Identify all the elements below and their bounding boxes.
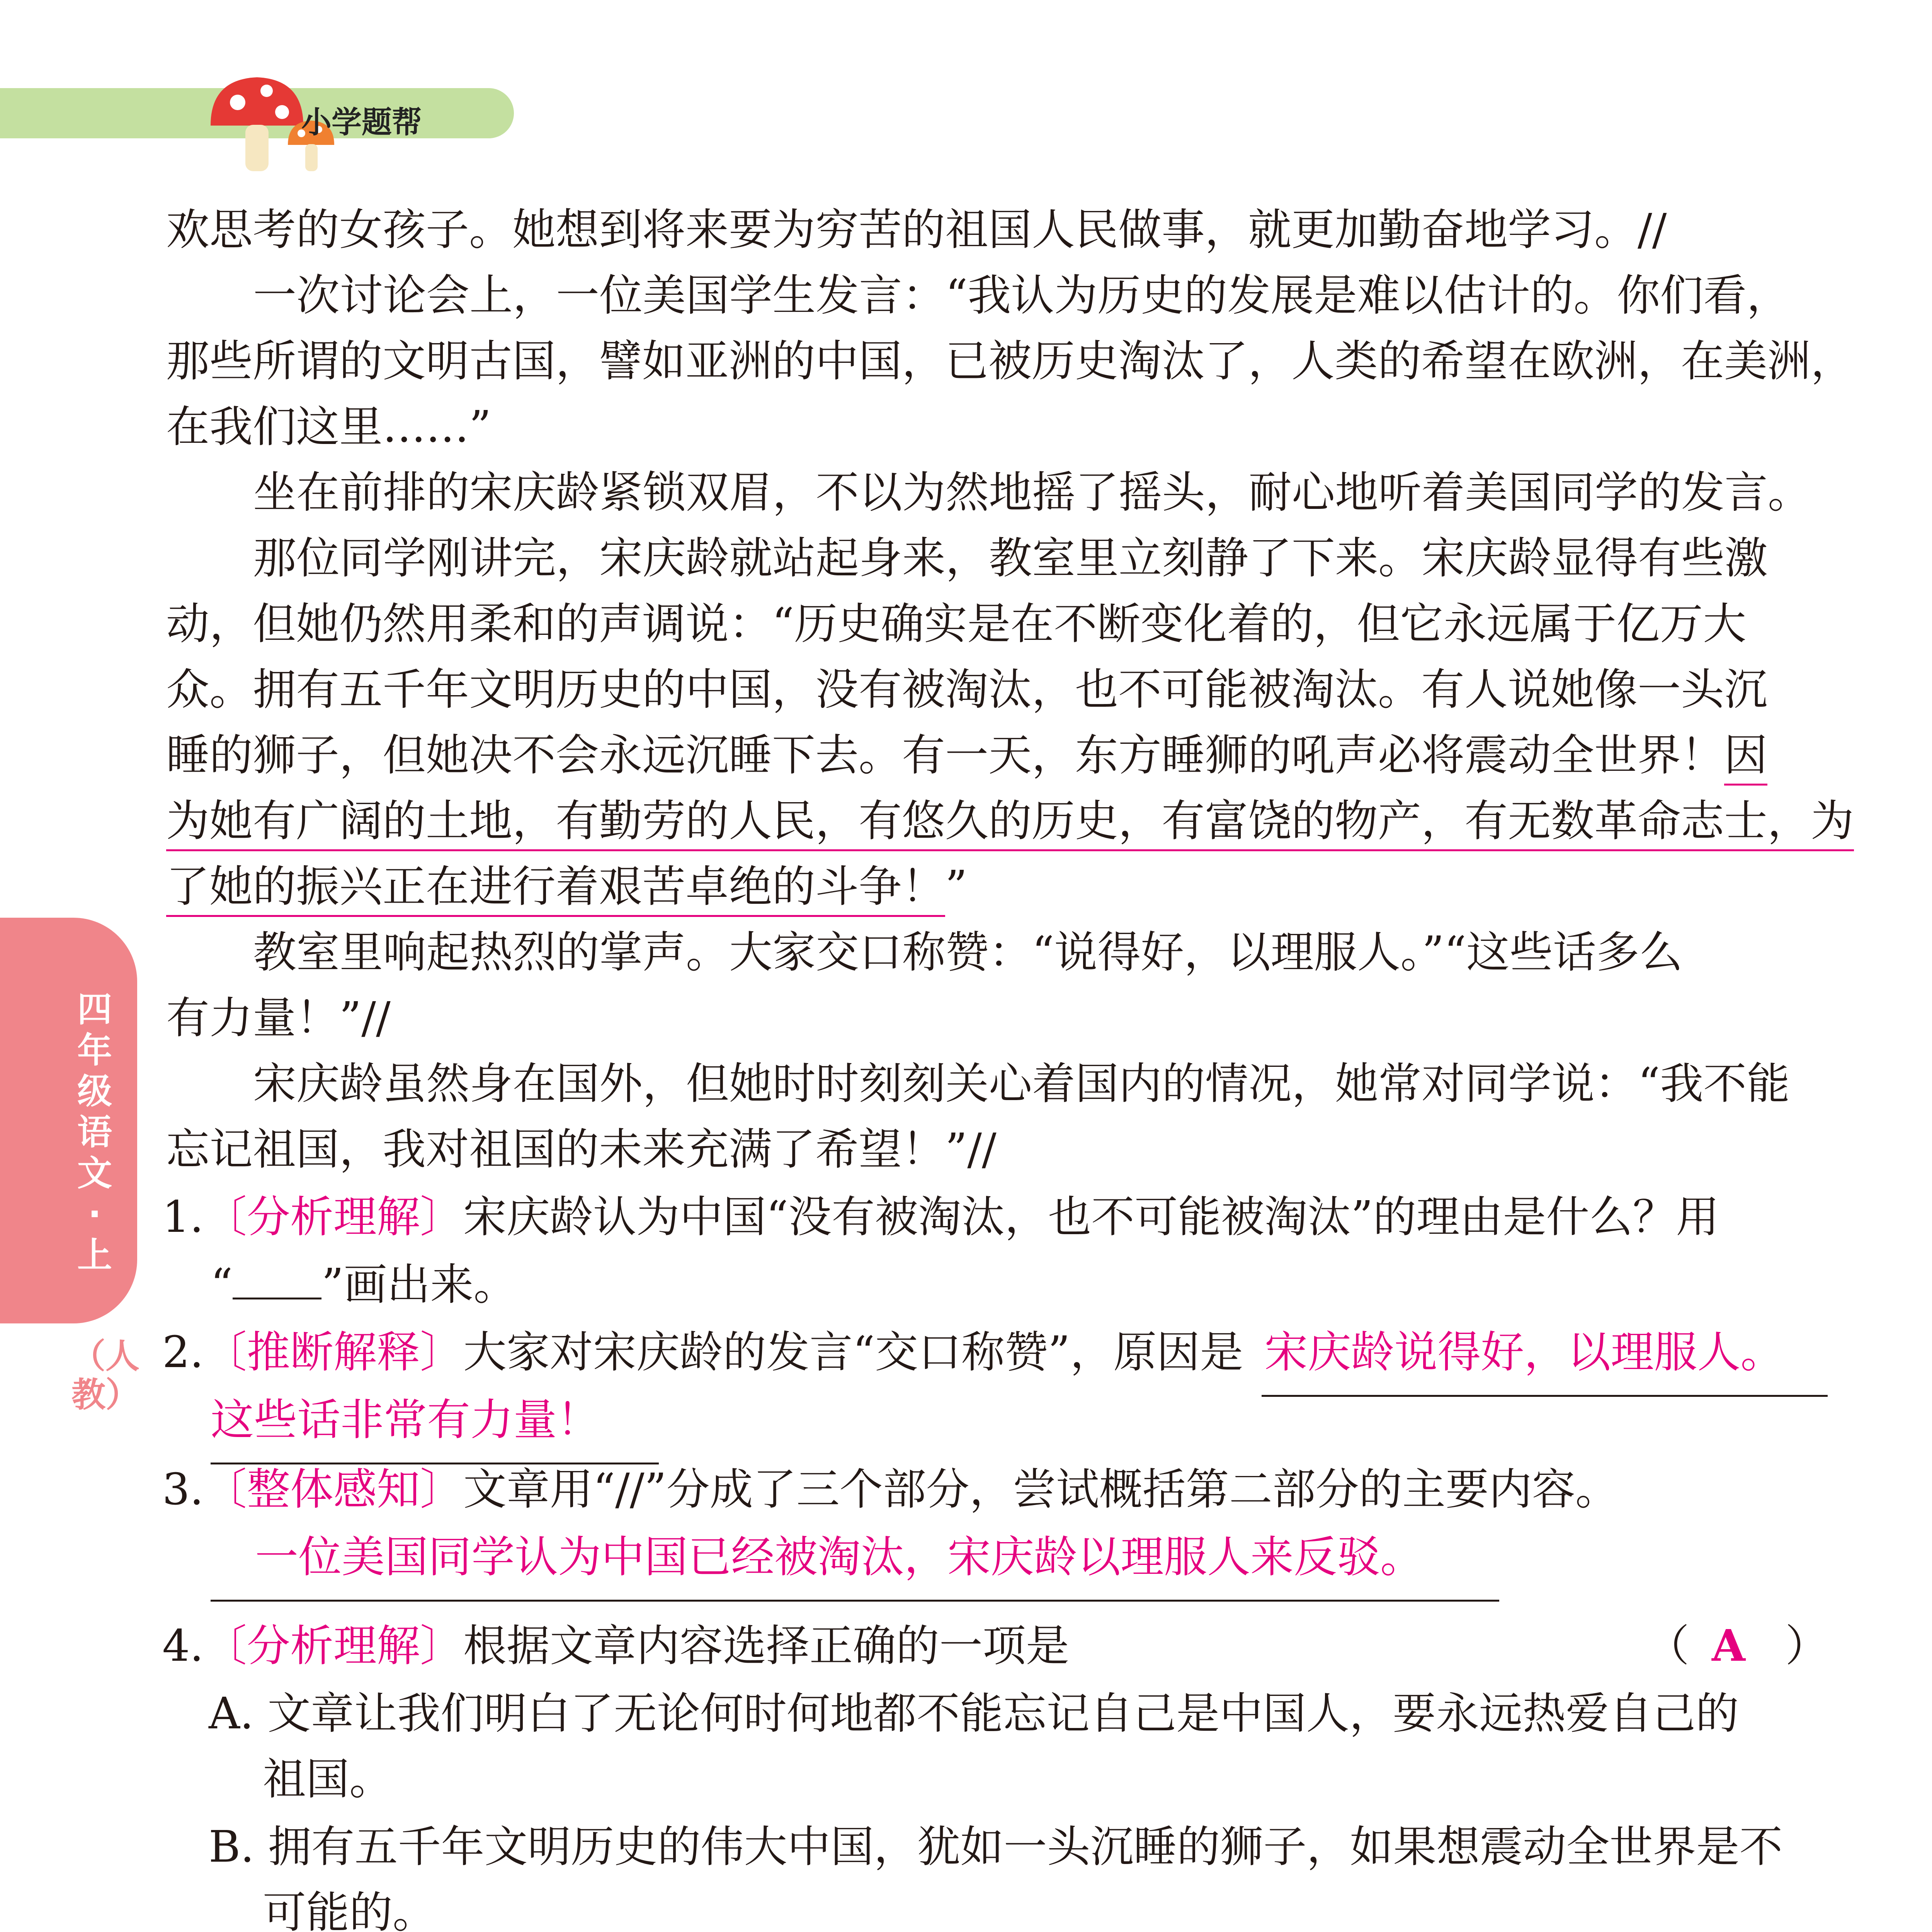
option-a: A. 文章让我们明白了无论何时何地都不能忘记自己是中国人，要永远热爱自己的	[209, 1689, 1739, 1739]
passage-line: 坐在前排的宋庆龄紧锁双眉，不以为然地摇了摇头，耐心地听着美国同学的发言。	[253, 468, 1811, 518]
answer-paren-close: ）	[1785, 1621, 1828, 1671]
passage-line: 那位同学刚讲完，宋庆龄就站起身来，教室里立刻静了下来。宋庆龄显得有些激	[253, 533, 1768, 583]
passage-line	[166, 864, 1820, 910]
passage-line: 那些所谓的文明古国，譬如亚洲的中国，已被历史淘汰了，人类的希望在欧洲，在美洲，	[166, 336, 1854, 386]
answer-text: 这些话非常有力量！	[211, 1395, 600, 1445]
passage-line: 宋庆龄虽然身在国外，但她时时刻刻关心着国内的情况，她常对同学说：“我不能	[253, 1059, 1790, 1109]
passage-line: 众。拥有五千年文明历史的中国，没有被淘汰，也不可能被淘汰。有人说她像一头沉	[166, 665, 1767, 715]
passage-line: 教室里响起热烈的掌声。大家交口称赞：“说得好，以理服人。”“这些话多么	[253, 927, 1683, 978]
passage-text: 睡的狮子，但她决不会永远沉睡下去。有一天，东方睡狮的吼声必将震动全世界！	[166, 730, 1724, 781]
option-b: B. 拥有五千年文明历史的伟大中国，犹如一头沉睡的狮子，如果想震动全世界是不	[209, 1822, 1783, 1872]
question-tag: 〔分析理解〕	[203, 1621, 463, 1671]
side-tab-edition: （人教）	[71, 1336, 140, 1415]
underlined-reason: 因	[1724, 730, 1767, 786]
passage-line: 动，但她仍然用柔和的声调说：“历史确实是在不断变化着的，但它永远属于亿万大	[166, 599, 1747, 649]
answer-choice: A	[1712, 1621, 1745, 1671]
passage-line: 一次讨论会上，一位美国学生发言：“我认为历史的发展是难以估计的。你们看，	[253, 270, 1790, 321]
passage-line: 忘记祖国，我对祖国的未来充满了希望！”//	[166, 1124, 997, 1175]
answer-line	[211, 1600, 1499, 1602]
passage-line: 欢思考的女孩子。她想到将来要为穷苦的祖国人民做事，就更加勤奋地学习。//	[166, 205, 1667, 255]
option-b-cont: 可能的。	[263, 1888, 436, 1932]
question-1: 1.〔分析理解〕宋庆龄认为中国“没有被淘汰，也不可能被淘汰”的理由是什么？用	[162, 1192, 1719, 1242]
underline-blank	[233, 1298, 321, 1299]
passage-line	[166, 732, 1820, 779]
header-title: 小学题帮	[301, 105, 422, 140]
passage-line	[166, 796, 1854, 846]
underlined-reason: 为她有广阔的土地，有勤劳的人民，有悠久的历史，有富饶的物产，有无数革命志士，为	[166, 796, 1854, 851]
underlined-reason: 了她的振兴正在进行着艰苦卓绝的斗争！	[166, 862, 945, 917]
option-a-cont: 祖国。	[263, 1754, 393, 1804]
question-3: 3.〔整体感知〕文章用“//”分成了三个部分，尝试概括第二部分的主要内容。	[162, 1464, 1619, 1515]
answer-paren-open: （	[1646, 1621, 1689, 1671]
answer-text: 宋庆龄说得好，以理服人。	[1264, 1327, 1784, 1378]
question-tag: 〔推断解释〕	[203, 1327, 463, 1378]
passage-line: 有力量！”//	[166, 993, 391, 1043]
passage-line: 在我们这里……”	[166, 402, 492, 452]
question-1-line2: “ ”画出来。	[211, 1260, 517, 1310]
question-tag: 〔分析理解〕	[203, 1192, 463, 1242]
question-4: 4.〔分析理解〕根据文章内容选择正确的一项是	[162, 1621, 1069, 1671]
side-tab-grade: 四年级语文·上	[77, 989, 112, 1276]
answer-text: 一位美国同学认为中国已经被淘汰，宋庆龄以理服人来反驳。	[255, 1532, 1423, 1582]
question-2: 2.〔推断解释〕大家对宋庆龄的发言“交口称赞”，原因是 宋庆龄说得好，以理服人。	[162, 1327, 1784, 1378]
passage-text: ”	[945, 862, 968, 912]
question-tag: 〔整体感知〕	[203, 1464, 463, 1515]
